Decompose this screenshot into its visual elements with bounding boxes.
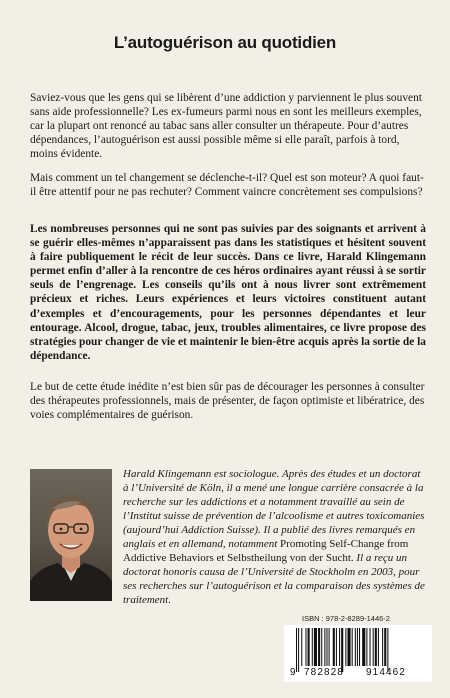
summary-paragraph: Les nombreuses personnes qui ne sont pas suivies par des soignants et arrivent à se guérir elles-mêmes n’apparaissent pas dans les statistiques et hésitent souvent à faire publiquement le récit de leur succès. Dans ce livre, Harald Klingemann permet enfin d’aller à la rencontre de ces héros ordinaires ayant réussi à se sortir seuls de l’engrenage. Les conseils qu’ils ont à nous livrer sont extrêmement précieux et riches. Leurs expériences et leurs victoires constituent autant d’exemples et d’encouragements, pour les personnes dépendantes et leur entourage. Alcool, drogue, tabac, jeux, troubles alimentaires, ce livre propose des stratégies pour changer de vie et maintenir le bien-être acquis après la sortie de la dépendance. [30,223,426,362]
barcode-left-group: 782828 [304,667,344,678]
questions-paragraph: Mais comment un tel changement se déclenche-t-il? Quel est son moteur? A quoi faut-il être attentif pour ne pas rechuter? Comment vaincre concrètement ses compulsions? [30,172,424,199]
barcode-bar [324,628,325,666]
barcode-bar [387,628,388,672]
barcode-bar [321,628,322,666]
author-photo [30,469,112,601]
barcode-bar [296,628,297,672]
bio-text-end: Il a reçu un doctorat honoris causa de l’Université de Stockholm en 2003, pour ses recherches sur l’autoguérison et la comparaison des systèmes de traitement. [123,552,425,606]
barcode-bar [339,628,340,666]
barcode-bar [312,628,313,666]
barcode-bar [352,628,353,666]
barcode-bar [378,628,379,666]
barcode-bar [359,628,360,666]
barcode-bar [305,628,306,666]
isbn-label: ISBN : 978-2-8289-1446-2 [302,614,390,623]
barcode-bar [336,628,337,666]
barcode-first-digit: 9 [290,667,297,678]
barcode-bar [362,628,365,666]
barcode-bars-icon [296,628,420,672]
purpose-paragraph: Le but de cette étude inédite n’est bien sûr pas de décourager les personnes à consulter des thérapeutes professionnels, mais de présenter, de façon optimiste et libératrice, des voies complémentaires de guérison. [30,381,425,422]
barcode-bar [375,628,377,666]
barcode-bar [318,628,320,666]
barcode-bar [298,628,299,672]
barcode-bar [345,628,346,666]
barcode-bar [384,628,386,666]
barcode-bar [308,628,310,666]
barcode-bar [333,628,335,666]
barcode-bar [347,628,350,666]
barcode-bar [370,628,371,666]
bio-book-titles: Promoting Self-Change from Addictive Behaviors et Selbstheilung von der Sucht. [123,538,409,564]
barcode [284,625,432,682]
barcode-bar [329,628,330,666]
bio-text: Harald Klingemann est sociologue. Après des études et un doctorat à l’Université de Köln, il a mené une longue carrière consacrée à la recherche sur les addictions et a notamment travaillé au sein de l’Institut suisse de prévention de l’alcoolisme et autres toxicomanies (aujourd’hui Addiction Suisse). Il a publié des livres remarqués en anglais et en allemand, notamment [123,468,425,550]
author-portrait-icon [30,469,112,601]
barcode-bar [357,628,358,666]
barcode-bar [341,628,343,672]
barcode-bar [382,628,383,666]
book-title: L’autoguérison au quotidien [113,33,337,52]
barcode-bar [314,628,317,666]
barcode-bar [373,628,374,666]
barcode-right-group: 914462 [366,667,406,678]
barcode-bar [355,628,356,666]
author-bio [123,467,427,607]
intro-paragraph: Saviez-vous que les gens qui se libèrent d’une addiction y parviennent le plus souvent sans aide professionnelle? Les ex-fumeurs parmi nous en sont les meilleurs exemples, car la plupart ont renoncé au tabac sans aller consulter un thérapeute. Pour d’autres dépendances, l’autoguérison est aussi possible même si elle paraît, parfois à tord, moins évidente. [30,92,422,161]
barcode-bar [326,628,327,666]
barcode-bar [301,628,302,666]
barcode-bar [366,628,367,666]
